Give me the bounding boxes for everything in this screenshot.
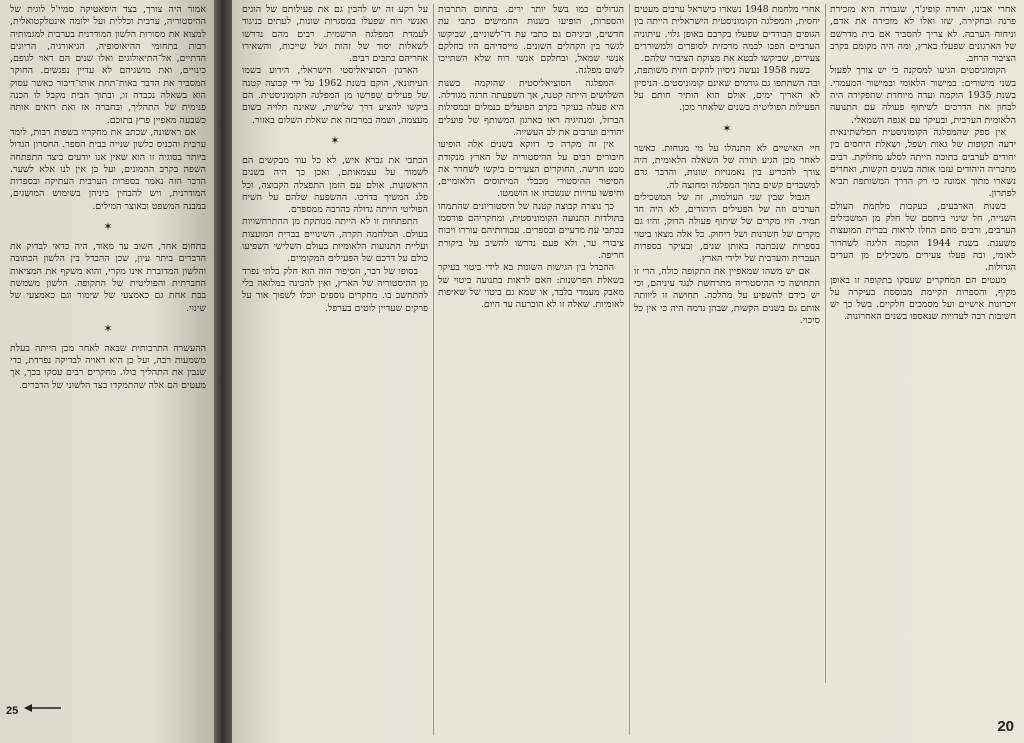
text-column-2: [634, 4, 820, 735]
paragraph: ההבדל בין הגישות השונות בא לידי ביטוי בעיקר בשאלת הפרשנות: האם לראות בתנועה ביטוי של מאבק מעמדי בלבד, או שמא גם ביטוי של שאיפות לאומיות. שאלה זו לא הוכרעה עד היום.: [438, 262, 624, 311]
paragraph: הקומוניסטים הגיעו למסקנה כי יש צורך לפעול בשני מישורים: במישור הלאומי ובמישור המעמדי. בשנת 1935 הוקמה ועדה מיוחדת שתפקידה היה לבחון את הדרכים לשיתוף פעולה עם התנועה הלאומית הערבית, ובעיקר עם אגפה השמאלי.: [830, 65, 1016, 126]
page-number-right: 20: [997, 718, 1014, 735]
paragraph: בתחום אחר, חשוב עד מאוד, היה כדאי לבדוק את הדברים ביתר עיון, שכן ההבדל בין הלשון הכתובה והלשון המדוברת אינו מקרי, והוא משקף את המציאות החברתית והפוליטית של התקופה. הלשון משמשת בבת אחת גם כאמצעי של שימור וגם כאמצעי של שינוי.: [10, 241, 206, 314]
column-rule: [629, 4, 630, 735]
paragraph: אחרי אבינו, יהודה קופיג'ר, שגבורה היא מזכירת פרנה ובחקירה, שזו ואלו לא מזכירה את אדם, וניחוח הערבה. לא צריך להסביר אם בית מדרשם של הארגונים שפעלו בארץ, ומה היה מקומם בקרב הציבור הרחב.: [830, 4, 1016, 65]
paragraph: כך נוצרה קבוצה קטנה של היסטוריונים שהתמחו בתולדות התנועה הקומוניסטית, ומחקריהם פורסמו בכתבי עת מדעיים ובספרים. עבודותיהם עוררו ויכוח ציבורי ער, ולא פעם נדרשו להשיב על ביקורת חריפה.: [438, 200, 624, 261]
paragraph: המפלגה הסוציאליסטית שהוקמה בשנות השלושים הייתה קטנה, אך השפעתה חרגה מגודלה. היא פעלה בעיקר בקרב הפועלים בנמלים ובמסילות הברזל, ומנהיגיה ראו בארגון המשותף של פועלים יהודים וערבים את לב העשייה.: [438, 77, 624, 138]
star-separator-icon: ✶: [722, 121, 732, 135]
paragraph: הגדולים כמו בשל יותר ירים. בתחום התרבות והספרות, הופיעו בשנות החמישים כתבי עת חדשים, וביניהם גם כתבי עת דו־לשוניים, שביקשו לגשר בין הקהלים השונים. מייסדיהם היו בחלקם אנשי שמאל, ובחלקם אנשי רוח שלא השתייכו לשום מפלגה.: [438, 4, 624, 77]
paragraph: מעטים הם המחקרים שעסקו בתקופה זו באופן מקיף, והספרות הקיימת מבוססת בעיקרה על זיכרונות אישיים ועל מסמכים חלקיים. בשל כך יש חשיבות רבה לעדויות שנאספו בשנים האחרונות.: [830, 274, 1016, 323]
star-separator-icon: ✶: [103, 220, 113, 234]
paragraph: אין זה מקרה כי דווקא בשנים אלה הופיעו חיבורים רבים על ההיסטוריה של הארץ מנקודת מבט חדשה. החוקרים הצעירים ביקשו לשחרר את הסיפור ההיסטורי מכבלי המיתוסים הלאומיים, וחיפשו עדויות שנשכחו או הושמטו.: [438, 139, 624, 200]
paragraph: אם ראשונה, שכתב את מחקריו בשפות רבות, לימד ערבית והכניס כלשון שנייה בבית הספר. החסרון הגדול ביותר בסוגיה זו הוא שאין אנו יודעים כיצד התפתחה השפה בקרב ההמונים, ועל כן אין לנו אלא לשער. הדבר הזה נאמר בספרות הערבית העתיקה ובספרות המודרנית, ויש להבחין ביניהן בשימוש המושגים, במבנה המשפט ובאוצר המילים.: [10, 126, 206, 212]
text-column-4: [242, 4, 428, 735]
paragraph: חיי האישיים לא התנהלו על מי מנוחות. כאשר לאחר מכן הגיע תורה של השאלה הלאומית, היה צורך להכריע בין נאמנויות שונות, והדבר גרם למשברים קשים בתוך המפלגה ומחוצה לה.: [634, 142, 820, 191]
paragraph: אמור היה צורך, בצד היפאטיקה סמיי'ל לוגית של ההיסטוריה, ערבית וכללית ועל ילומה אינטלקטואלית, למצוא את מסורות הלשון המודרנית בערבית למגמותיה רבות בתחומי ההיאוסופיה, הגיאורגיה, הריונים הדתיים, אל־התיאולוגים ואלו שנים הם ראוי לגופם, כינויים, ואת מושגיהם לא עדיין נפגשים. החוקר המסביר את הדבר באות־תחת אותו־דיבור כאשר עסוק הוא בשאלה נכבדה זו, ובתוך הבית מקבל לו הכנה פנימית של התהליך, ובחברה אז ואת רואים אותה כשבעה מאפיין פרץ בתוכם.: [10, 4, 206, 126]
text-column-3: [438, 4, 624, 735]
star-separator-icon: ✶: [103, 321, 113, 335]
paragraph: התפתחות זו לא הייתה מנותקת מן ההתרחשויות בעולם. המלחמה הקרה, השינויים בברית המועצות ועליית התנועות הלאומיות בעולם השלישי השפיעו כולם על דרכם של הפעילים המקומיים.: [242, 216, 428, 265]
paragraph: הגבול שבין שני העולמות, זה של המשכילים הערבים וזה של הפעילים היהודים, לא היה חד תמיד. היו מקרים של שיתוף פעולה הדוק, והיו גם מקרים של חשדנות ושל ריחוק. כל אלה מצאו ביטוי בספרות שנכתבה באותן שנים, ובעיקר בספרות העברית והערבית של ילידי הארץ.: [634, 191, 820, 265]
book-gutter: [214, 0, 232, 743]
column-rule: [825, 4, 826, 683]
left-page-column: [10, 4, 206, 703]
text-column-1: [830, 4, 1016, 703]
right-page: [232, 0, 1024, 743]
page-number-left: 25: [6, 705, 19, 717]
paragraph: הארגון הסוציאליסטי הישראלי, הידוע בשמו העיתונאי, הוקם בשנת 1962 על ידי קבוצה קטנה של פעילים שפרשו מן המפלגה הקומוניסטית. הם ביקשו להציע דרך שלישית, שאינה תלויה בשום מעצמה, ושמה במרכזה את שאלת השלום באזור.: [242, 65, 428, 126]
paragraph: על רקע זה יש להבין גם את פעילותם של הוגים ואנשי רוח שפעלו במסגרות שונות, לעתים בניגוד לעמדת המפלגה הרשמית. רבים מהם נדרשו לשאלות יסוד של זהות ושל שייכות, והשאירו אחריהם כתבים רבים.: [242, 4, 428, 65]
paragraph: בשנות הארבעים, בעקבות מלחמת העולם השנייה, חל שינוי ביחסם של חלק מן המשכילים הערבים, ורבים מהם החלו לראות בברית המועצות משענת. בשנת 1944 הוקמה הליגה לשחרור לאומי, ובה פעלו צעירים משכילים מן הערים הגדולות.: [830, 200, 1016, 274]
paragraph: אין ספק שהמפלגה הקומוניסטית הפלשתינאית ידעה תקופות של גאות ושפל, ושאלת היחסים בין יהודים לערבים בתוכה הייתה לסלע מחלוקת. רבים מחבריה היהודים עזבו אותה בשנים הקשות, ואחרים נשארו מתוך אמונה כי רק הדרך המשותפת תביא לפתרון.: [830, 126, 1016, 200]
paragraph: אם יש משהו שמאפיין את התקופה כולה, הרי זו התחושה כי ההיסטוריה מתרחשת לנגד עיניהם, וכי יש בידם להשפיע על מהלכה. תחושה זו ליוותה אותם גם בשנים הקשות, שבהן נדמה היה כי אין כל סיכוי.: [634, 265, 820, 326]
paragraph: בשנת 1958 נעשה ניסיון להקים חזית משותפת, ובה השתתפו גם גורמים שאינם קומוניסטים. הניסיון לא האריך ימים, אולם הוא הותיר חותם על הפעילות הפוליטית בשנים שלאחר מכן.: [634, 65, 820, 114]
column-rule: [433, 4, 434, 735]
paragraph: הכתבי את גברא איש, לא כל עוד מבקשים הם לשמור על עצמאותם, ואכן כך היה בשנים הראשונות. אולם עם הזמן התפצלה הקבוצה, וכל פלג המשיך בדרכו. ההשפעה שלהם על השיח הפוליטי הייתה גדולה בהרבה ממספרם.: [242, 154, 428, 216]
paragraph: ההעשרה התרבותית שבאה לאחר מכן הייתה בעלת משמעות רבה, ועל כן היא ראויה לבדיקה נפרדת, כדי שנבין את התהליך כולו. מחקרים רבים עסקו בכך, אך מעטים הם אלה שהתמקדו בצד הלשוני של הדברים.: [10, 342, 206, 391]
paragraph: אחרי מלחמת 1948 נשארו בישראל ערבים מעטים יחסית, והמפלגה הקומוניסטית הישראלית הייתה בין הגופים הבודדים שפעלו בקרבם באופן גלוי. עיתוניה הערביים הפכו לבמה מרכזית לסופרים ולמשוררים צעירים, שביקשו לבטא את מצוקת הציבור שלהם.: [634, 4, 820, 65]
paragraph: בסופו של דבר, הסיפור הזה הוא חלק בלתי נפרד מן ההיסטוריה של הארץ, ואין להבינה במלואה בלי להתחשב בו. מחקרים נוספים יוכלו לשפוך אור על פרקים שעדיין לוטים בערפל.: [242, 265, 428, 314]
arrow-left-icon: [24, 703, 62, 713]
left-page: [0, 0, 214, 743]
star-separator-icon: ✶: [330, 133, 340, 147]
